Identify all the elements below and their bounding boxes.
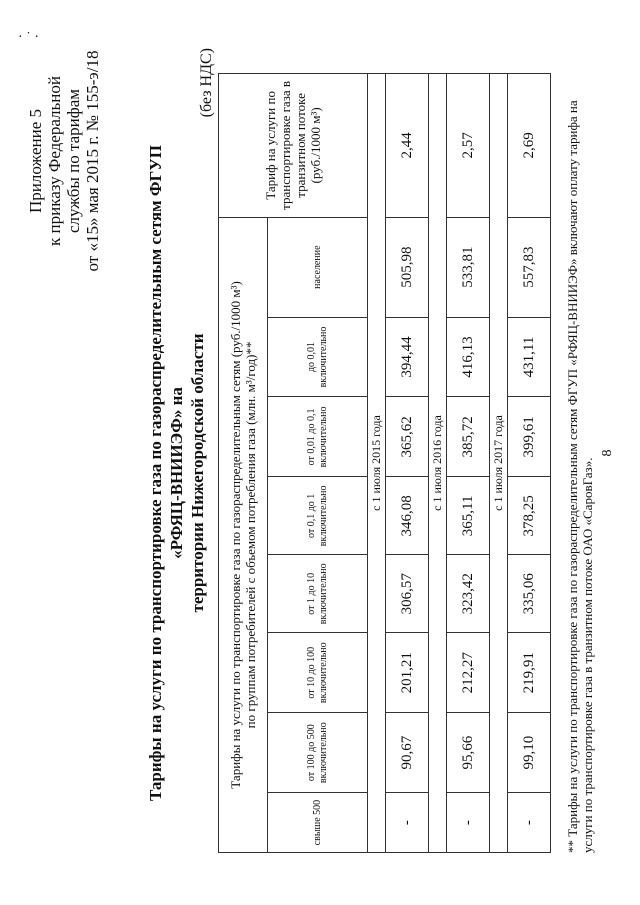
table-cell: 505,98 bbox=[386, 217, 429, 317]
table-cell: 90,67 bbox=[386, 712, 429, 792]
document-title bbox=[145, 123, 208, 823]
table-cell: - bbox=[386, 792, 429, 852]
page-number: 8 bbox=[600, 449, 615, 456]
table-cell: 399,61 bbox=[508, 396, 551, 476]
footnote: ** Тарифы на услуги по транспортировке газа по газораспределительным сетям ФГУП «РФЯЦ-ВНИИЭФ» включают оплату тарифа на услуги по транспортировке газа в транзитном потоке ОАО «СаровГаз». bbox=[565, 99, 595, 853]
vat-note: (без НДС) bbox=[198, 47, 215, 117]
table-cell: 95,66 bbox=[447, 712, 490, 792]
table-cell: 2,57 bbox=[447, 73, 490, 217]
table-cell: 219,91 bbox=[508, 632, 551, 712]
table-cell: 2,44 bbox=[386, 73, 429, 217]
col-header: от 10 до 100 включительно bbox=[268, 632, 368, 712]
group-header-line-2: по группам потребителей с объемом потребления газа (млн. м³/год)** bbox=[243, 341, 258, 728]
transit-header: Тариф на услуги по транспортировке газа в транзитном потоке (руб./1000 м³) bbox=[219, 73, 368, 217]
table-cell: 416,13 bbox=[447, 317, 490, 397]
table-row bbox=[447, 73, 490, 852]
col-header: от 1 до 10 включительно bbox=[268, 554, 368, 632]
appendix-line-4: от «15» мая 2015 г. № 155-э/18 bbox=[83, 50, 102, 271]
period-row: с 1 июля 2016 года bbox=[429, 73, 447, 852]
col-header: от 0,01 до 0,1 включительно bbox=[268, 396, 368, 476]
table-row bbox=[386, 73, 429, 852]
rotated-page bbox=[20, 13, 620, 893]
table-cell: 306,57 bbox=[386, 554, 429, 632]
col-header: свыше 500 bbox=[268, 792, 368, 852]
table-cell: 323,42 bbox=[447, 554, 490, 632]
period-row: с 1 июля 2015 года bbox=[368, 73, 386, 852]
title-line-2: территории Нижегородской области bbox=[188, 333, 207, 613]
table-cell: 378,25 bbox=[508, 476, 551, 554]
table-cell: - bbox=[508, 792, 551, 852]
table-row bbox=[508, 73, 551, 852]
table-cell: 212,27 bbox=[447, 632, 490, 712]
table-cell: 99,10 bbox=[508, 712, 551, 792]
scan-specks: · ˙ · bbox=[18, 30, 39, 45]
col-header: население bbox=[268, 217, 368, 317]
table-cell: 385,72 bbox=[447, 396, 490, 476]
title-line-1: Тарифы на услуги по транспортировке газа по газораспределительным сетям ФГУП «РФЯЦ-ВНИИЭФ» на bbox=[146, 144, 186, 801]
table-cell: 394,44 bbox=[386, 317, 429, 397]
appendix-line-3: службы по тарифам bbox=[64, 88, 83, 233]
group-header bbox=[219, 217, 268, 852]
appendix-line-2: к приказу Федеральной bbox=[45, 75, 64, 246]
group-header-line-1: Тарифы на услуги по транспортировке газа по газораспределительным сетям (руб./1000 м³) bbox=[228, 280, 243, 789]
period-row: с 1 июля 2017 года bbox=[490, 73, 508, 852]
col-header: до 0,01 включительно bbox=[268, 317, 368, 397]
table-cell: 365,62 bbox=[386, 396, 429, 476]
table-cell: 431,11 bbox=[508, 317, 551, 397]
col-header: от 0,1 до 1 включительно bbox=[268, 476, 368, 554]
table-cell: - bbox=[447, 792, 490, 852]
appendix-block bbox=[26, 31, 102, 291]
table-cell: 533,81 bbox=[447, 217, 490, 317]
appendix-line-1: Приложение 5 bbox=[26, 108, 45, 213]
col-header: от 100 до 500 включительно bbox=[268, 712, 368, 792]
table-cell: 346,08 bbox=[386, 476, 429, 554]
table-cell: 335,06 bbox=[508, 554, 551, 632]
table-cell: 365,11 bbox=[447, 476, 490, 554]
table-cell: 557,83 bbox=[508, 217, 551, 317]
table-cell: 201,21 bbox=[386, 632, 429, 712]
tariff-table bbox=[218, 73, 551, 853]
table-cell: 2,69 bbox=[508, 73, 551, 217]
